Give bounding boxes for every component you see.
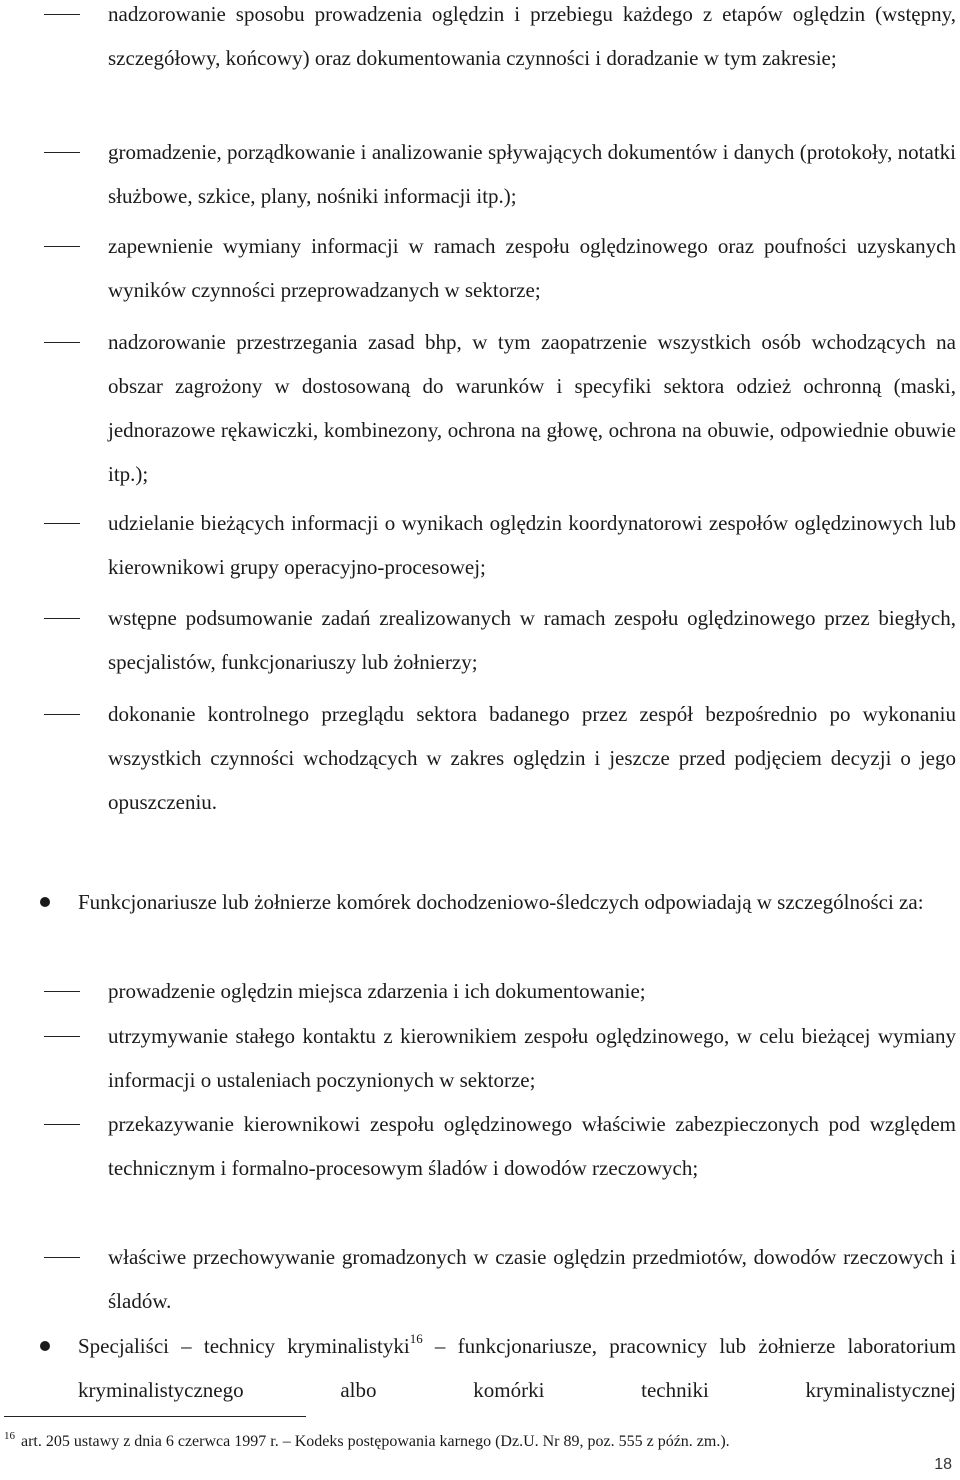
bullet-text-start: Specjaliści – technicy kryminalistyki	[78, 1334, 410, 1358]
page-number: 18	[934, 1456, 952, 1473]
footnote-reference[interactable]: 16	[409, 1331, 423, 1346]
list-item-text: prowadzenie oględzin miejsca zdarzenia i ich dokumentowanie;	[108, 979, 646, 1003]
dash-marker	[44, 1124, 80, 1125]
list-item-text: właściwe przechowywanie gromadzonych w czasie oględzin przedmiotów, dowodów rzeczowych i śladów.	[108, 1245, 956, 1313]
list-item-text: dokonanie kontrolnego przeglądu sektora badanego przez zespół bezpośrednio po wykonaniu wszystkich czynności wchodzących w zakres oględzin i jeszcze przed podjęciem decyzji o jego opuszczeniu.	[108, 702, 956, 814]
dash-marker	[44, 1036, 80, 1037]
dash-marker	[44, 1257, 80, 1258]
dash-marker	[44, 714, 80, 715]
dash-marker	[44, 523, 80, 524]
bullet-text	[78, 1324, 956, 1412]
list-item-text: zapewnienie wymiany informacji w ramach zespołu oględzinowego oraz poufności uzyskanych wyników czynności przeprowadzanych w sektorze;	[108, 234, 956, 302]
footnote-separator	[4, 1416, 306, 1417]
dash-marker	[44, 14, 80, 15]
bullet-text-end: – funkcjonariusze, pracownicy lub żołnierze laboratorium kryminalistycznego albo komórki techniki kryminalistycznej	[78, 1334, 956, 1402]
dash-marker	[44, 618, 80, 619]
list-item-text: przekazywanie kierownikowi zespołu oględzinowego właściwie zabezpieczonych pod względem technicznym i formalno-procesowym śladów i dowodów rzeczowych;	[108, 1112, 956, 1180]
list-item-text: udzielanie bieżących informacji o wynikach oględzin koordynatorowi zespołów oględzinowych lub kierownikowi grupy operacyjno-procesowej;	[108, 511, 956, 579]
dash-marker	[44, 991, 80, 992]
footnote-number: 16	[4, 1430, 15, 1442]
list-item-text: gromadzenie, porządkowanie i analizowanie spływających dokumentów i danych (protokoły, notatki służbowe, szkice, plany, nośniki informacji itp.);	[108, 140, 956, 208]
bullet-marker	[40, 897, 50, 907]
footnote-text: art. 205 ustawy z dnia 6 czerwca 1997 r. – Kodeks postępowania karnego (Dz.U. Nr 89, poz. 555 z późn. zm.).	[21, 1433, 730, 1450]
footnote	[4, 1432, 730, 1452]
list-item-text: nadzorowanie przestrzegania zasad bhp, w tym zaopatrzenie wszystkich osób wchodzących na obszar zagrożony w dostosowaną do warunków i specyfiki sektora odzież ochronną (maski, jednorazowe rękawiczki, kombinezony, ochrona na głowę, ochrona na obuwie, odpowiednie obuwie itp.);	[108, 330, 956, 486]
dash-marker	[44, 246, 80, 247]
list-item-text: nadzorowanie sposobu prowadzenia oględzin i przebiegu każdego z etapów oględzin (wstępny, szczegółowy, końcowy) oraz dokumentowania czynności i doradzanie w tym zakresie;	[108, 2, 956, 70]
dash-marker	[44, 342, 80, 343]
bullet-marker	[40, 1341, 50, 1351]
bullet-text: Funkcjonariusze lub żołnierze komórek dochodzeniowo-śledczych odpowiadają w szczególności za:	[78, 890, 924, 914]
list-item-text: utrzymywanie stałego kontaktu z kierownikiem zespołu oględzinowego, w celu bieżącej wymiany informacji o ustaleniach poczynionych w sektorze;	[108, 1024, 956, 1092]
list-item-text: wstępne podsumowanie zadań zrealizowanych w ramach zespołu oględzinowego przez biegłych, specjalistów, funkcjonariuszy lub żołnierzy;	[108, 606, 956, 674]
dash-marker	[44, 152, 80, 153]
